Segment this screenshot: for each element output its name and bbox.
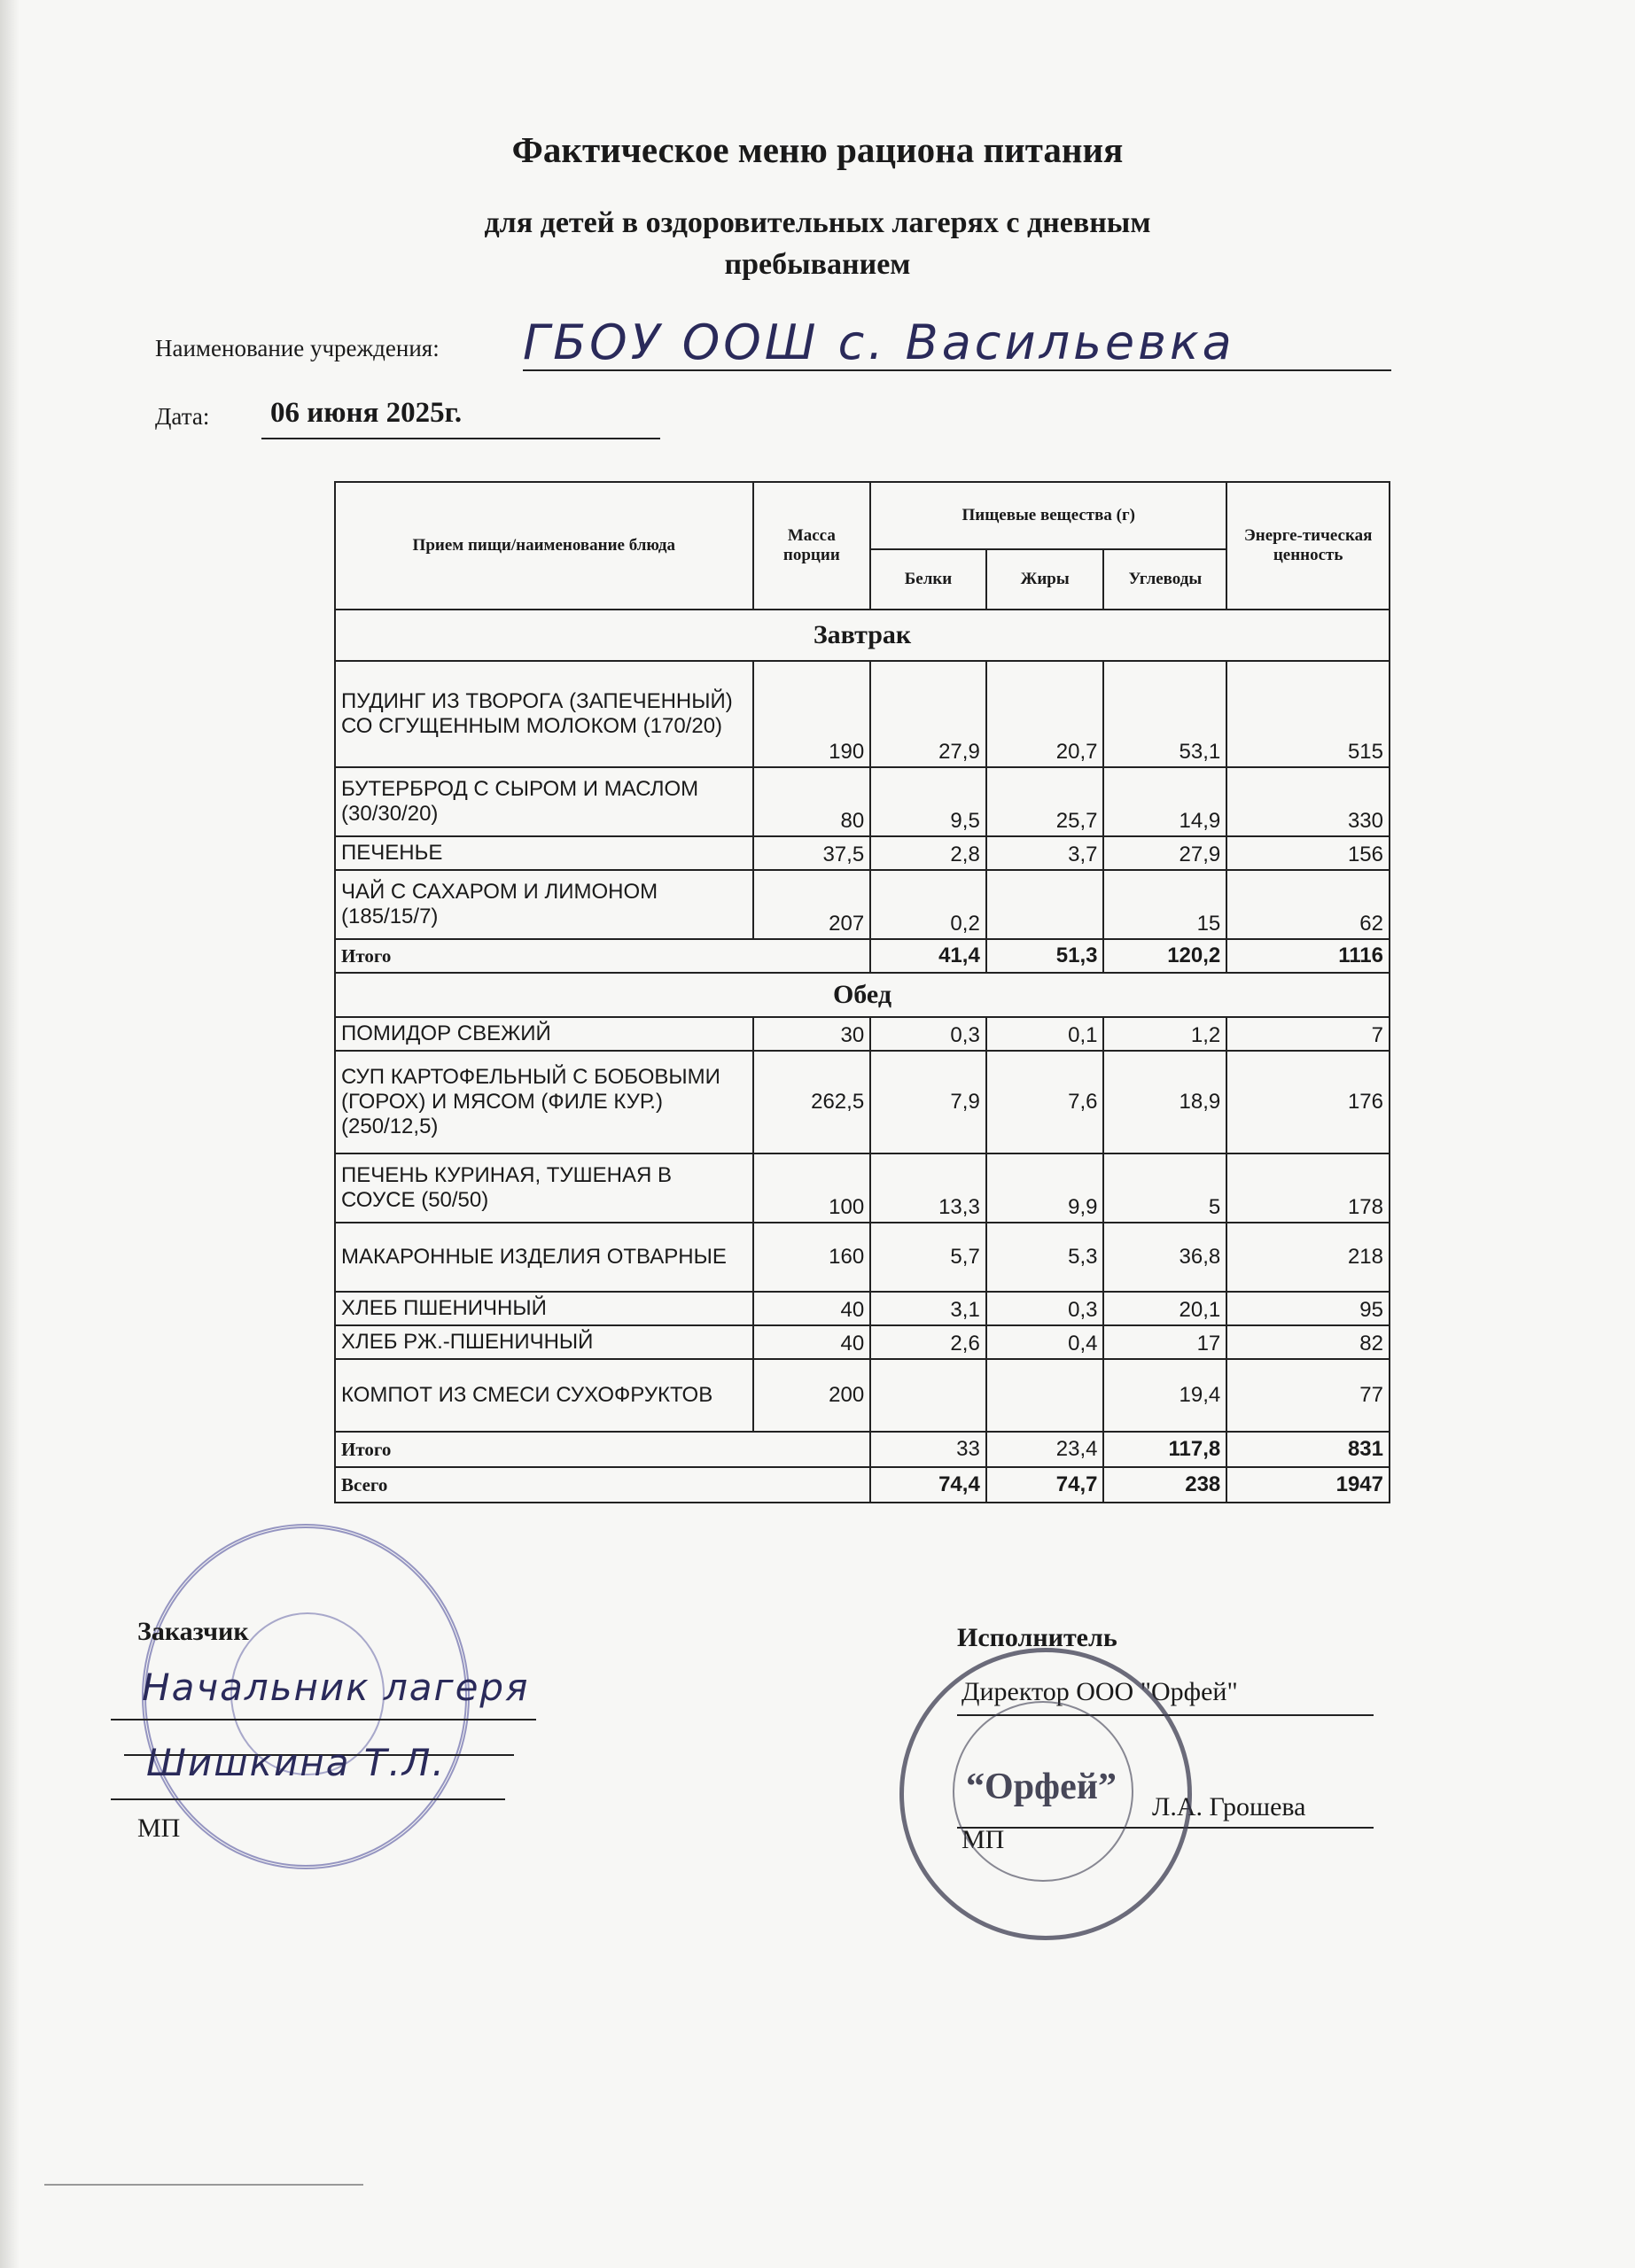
dish-name: СУП КАРТОФЕЛЬНЫЙ С БОБОВЫМИ (ГОРОХ) И МЯСОМ (ФИЛЕ КУР.) (250/12,5): [335, 1051, 753, 1153]
menu-table: [334, 481, 1390, 1503]
protein-cell: 7,9: [870, 1051, 986, 1153]
total-fat: 23,4: [986, 1432, 1104, 1467]
mass-cell: 207: [753, 870, 871, 939]
fat-cell: 0,4: [986, 1325, 1104, 1359]
section-breakfast: Завтрак: [335, 610, 1390, 661]
energy-cell: 218: [1226, 1223, 1390, 1292]
carbs-cell: 1,2: [1103, 1017, 1226, 1051]
total-label: Итого: [335, 939, 870, 973]
carbs-cell: 5: [1103, 1153, 1226, 1223]
mass-cell: 100: [753, 1153, 871, 1223]
contractor-heading: Исполнитель: [957, 1623, 1117, 1652]
fat-cell: 0,1: [986, 1017, 1104, 1051]
table-row: [335, 661, 1390, 767]
fat-cell: 0,3: [986, 1292, 1104, 1325]
header-nutrients: Пищевые вещества (г): [870, 482, 1226, 549]
document-subtitle-line2: пребыванием: [724, 248, 911, 281]
energy-cell: 515: [1226, 661, 1390, 767]
total-carbs: 120,2: [1103, 939, 1226, 973]
document-title: Фактическое меню рациона питания: [511, 129, 1124, 170]
energy-cell: 156: [1226, 836, 1390, 870]
dish-name: МАКАРОННЫЕ ИЗДЕЛИЯ ОТВАРНЫЕ: [335, 1223, 753, 1292]
scan-edge: [0, 0, 19, 2268]
mass-cell: 80: [753, 767, 871, 836]
table-row: [335, 1325, 1390, 1359]
total-label: Итого: [335, 1432, 870, 1467]
customer-handwritten-title: Начальник лагеря: [142, 1666, 530, 1709]
energy-cell: 62: [1226, 870, 1390, 939]
section-lunch: Обед: [335, 973, 1390, 1017]
institution-value: ГБОУ ООШ с. Васильевка: [523, 315, 1391, 371]
total-energy: 1116: [1226, 939, 1390, 973]
table-row: [335, 1017, 1390, 1051]
total-fat: 51,3: [986, 939, 1104, 973]
fat-cell: 9,9: [986, 1153, 1104, 1223]
protein-cell: 5,7: [870, 1223, 986, 1292]
energy-cell: 95: [1226, 1292, 1390, 1325]
total-energy: 831: [1226, 1432, 1390, 1467]
customer-heading: Заказчик: [137, 1617, 249, 1646]
total-protein: 33: [870, 1432, 986, 1467]
mass-cell: 190: [753, 661, 871, 767]
grand-total-fat: 74,7: [986, 1467, 1104, 1503]
header-protein: Белки: [870, 549, 986, 610]
contractor-position: Директор ООО "Орфей": [962, 1677, 1238, 1706]
protein-cell: 13,3: [870, 1153, 986, 1223]
date-value: 06 июня 2025г.: [261, 397, 660, 439]
carbs-cell: 20,1: [1103, 1292, 1226, 1325]
fat-cell: 25,7: [986, 767, 1104, 836]
grand-total-energy: 1947: [1226, 1467, 1390, 1503]
protein-cell: 2,8: [870, 836, 986, 870]
grand-total-label: Всего: [335, 1467, 870, 1503]
total-carbs: 117,8: [1103, 1432, 1226, 1467]
dish-name: ЧАЙ С САХАРОМ И ЛИМОНОМ (185/15/7): [335, 870, 753, 939]
table-row: [335, 870, 1390, 939]
mass-cell: 160: [753, 1223, 871, 1292]
header-mass: Масса порции: [753, 482, 871, 610]
carbs-cell: 18,9: [1103, 1051, 1226, 1153]
dish-name: ХЛЕБ ПШЕНИЧНЫЙ: [335, 1292, 753, 1325]
footer-rule: [44, 2184, 363, 2186]
fat-cell: [986, 870, 1104, 939]
header-dish: Прием пищи/наименование блюда: [335, 482, 753, 610]
customer-name-line: [111, 1798, 505, 1800]
dish-name: ХЛЕБ РЖ.-ПШЕНИЧНЫЙ: [335, 1325, 753, 1359]
contractor-mp: МП: [962, 1825, 1005, 1854]
fat-cell: [986, 1359, 1104, 1432]
protein-cell: 0,3: [870, 1017, 986, 1051]
carbs-cell: 14,9: [1103, 767, 1226, 836]
energy-cell: 7: [1226, 1017, 1390, 1051]
carbs-cell: 17: [1103, 1325, 1226, 1359]
fat-cell: 7,6: [986, 1051, 1104, 1153]
carbs-cell: 19,4: [1103, 1359, 1226, 1432]
protein-cell: 3,1: [870, 1292, 986, 1325]
orfey-company-stamp: [899, 1648, 1192, 1940]
protein-cell: 2,6: [870, 1325, 986, 1359]
table-row: [335, 1051, 1390, 1153]
institution-label: Наименование учреждения:: [155, 335, 440, 361]
carbs-cell: 53,1: [1103, 661, 1226, 767]
carbs-cell: 27,9: [1103, 836, 1226, 870]
total-protein: 41,4: [870, 939, 986, 973]
customer-mp: МП: [137, 1814, 181, 1843]
carbs-cell: 15: [1103, 870, 1226, 939]
carbs-cell: 36,8: [1103, 1223, 1226, 1292]
header-energy: Энерге-тическая ценность: [1226, 482, 1390, 610]
dish-name: КОМПОТ ИЗ СМЕСИ СУХОФРУКТОВ: [335, 1359, 753, 1432]
protein-cell: 0,2: [870, 870, 986, 939]
table-row: [335, 1292, 1390, 1325]
mass-cell: 30: [753, 1017, 871, 1051]
protein-cell: [870, 1359, 986, 1432]
energy-cell: 82: [1226, 1325, 1390, 1359]
table-row: [335, 1153, 1390, 1223]
fat-cell: 20,7: [986, 661, 1104, 767]
date-label: Дата:: [155, 403, 210, 430]
table-row: [335, 1359, 1390, 1432]
energy-cell: 330: [1226, 767, 1390, 836]
customer-handwritten-name: Шишкина Т.Л.: [146, 1741, 446, 1784]
table-row: [335, 836, 1390, 870]
grand-total-protein: 74,4: [870, 1467, 986, 1503]
fat-cell: 3,7: [986, 836, 1104, 870]
energy-cell: 178: [1226, 1153, 1390, 1223]
dish-name: ПОМИДОР СВЕЖИЙ: [335, 1017, 753, 1051]
mass-cell: 200: [753, 1359, 871, 1432]
protein-cell: 27,9: [870, 661, 986, 767]
header-carbs: Углеводы: [1103, 549, 1226, 610]
dish-name: ПЕЧЕНЬ КУРИНАЯ, ТУШЕНАЯ В СОУСЕ (50/50): [335, 1153, 753, 1223]
table-row: [335, 1223, 1390, 1292]
energy-cell: 77: [1226, 1359, 1390, 1432]
document-subtitle-line1: для детей в оздоровительных лагерях с дневным: [484, 206, 1151, 239]
total-row-lunch: [335, 1432, 1390, 1467]
grand-total-carbs: 238: [1103, 1467, 1226, 1503]
dish-name: ПУДИНГ ИЗ ТВОРОГА (ЗАПЕЧЕННЫЙ) СО СГУЩЕННЫМ МОЛОКОМ (170/20): [335, 661, 753, 767]
total-row-breakfast: [335, 939, 1390, 973]
dish-name: БУТЕРБРОД С СЫРОМ И МАСЛОМ (30/30/20): [335, 767, 753, 836]
grand-total-row: [335, 1467, 1390, 1503]
orfey-stamp-text: “Орфей”: [966, 1767, 1117, 1807]
protein-cell: 9,5: [870, 767, 986, 836]
customer-title-line: [111, 1719, 536, 1720]
fat-cell: 5,3: [986, 1223, 1104, 1292]
table-row: [335, 767, 1390, 836]
mass-cell: 262,5: [753, 1051, 871, 1153]
energy-cell: 176: [1226, 1051, 1390, 1153]
header-fat: Жиры: [986, 549, 1104, 610]
mass-cell: 40: [753, 1292, 871, 1325]
mass-cell: 40: [753, 1325, 871, 1359]
contractor-name: Л.А. Грошева: [1152, 1792, 1306, 1821]
mass-cell: 37,5: [753, 836, 871, 870]
dish-name: ПЕЧЕНЬЕ: [335, 836, 753, 870]
